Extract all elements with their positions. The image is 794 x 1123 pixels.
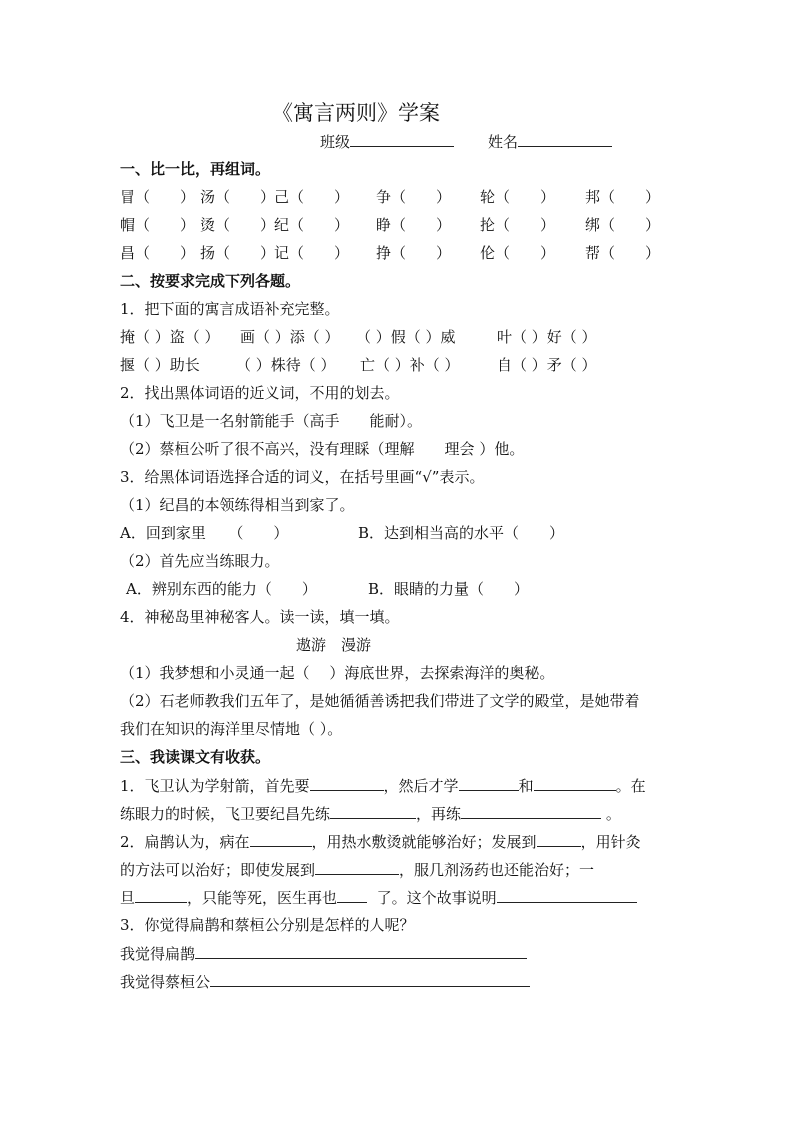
page-title: 《寓言两则》学案 [272,101,440,125]
answer-label: 我觉得蔡桓公 [120,973,211,991]
answer-label: 我觉得扁鹊 [120,945,196,963]
option-a[interactable]: A．回到家里 （ ） [120,524,289,542]
answer-line-bianque[interactable] [120,943,527,964]
word-cell[interactable]: 挣（ ） [376,244,452,262]
name-label: 姓名 [488,133,519,151]
word-cell[interactable]: 帽（ ） [120,216,196,234]
text-run: 练眼力的时候，飞卫要纪昌先练 [120,805,331,823]
word-cell[interactable]: 轮（ ） [480,188,556,206]
question-3-1-cont [120,803,621,824]
question-2-4-b-cont[interactable]: 我们在知识的海洋里尽情地（ ）。 [120,720,343,738]
answer-blank[interactable] [210,971,530,987]
question-3-2-cont2 [120,887,637,908]
answer-blank[interactable] [337,887,367,903]
class-field[interactable] [320,131,454,152]
option-b[interactable]: B．达到相当高的水平（ ） [358,524,565,542]
word-cell[interactable]: 烫（ ） [200,216,276,234]
idiom-cell[interactable]: （ ）假（ ）威 [356,328,456,346]
answer-blank[interactable] [461,803,601,819]
section-3-heading: 三、我读课文有收获。 [120,748,271,766]
answer-blank[interactable] [250,831,312,847]
section-1-heading: 一、比一比，再组词。 [120,160,271,178]
section-2-heading: 二、按要求完成下列各题。 [120,272,301,290]
word-cell[interactable]: 争（ ） [376,188,452,206]
text-run: ，用热水敷烫就能够治好；发展到 [311,833,537,851]
word-choices: 遨游 漫游 [296,636,372,654]
answer-blank[interactable] [195,943,527,959]
word-cell[interactable]: 睁（ ） [376,216,452,234]
idiom-cell[interactable]: 叶（ ）好（ ） [497,328,597,346]
word-cell[interactable]: 汤（ ） [200,188,276,206]
name-blank[interactable] [518,131,612,147]
text-run: ，然后才学 [383,777,459,795]
text-run: ，用针灸 [580,833,641,851]
question-2-3: 3．给黑体词语选择合适的词义，在括号里画“√”表示。 [120,468,485,486]
question-2-4: 4．神秘岛里神秘客人。读一读，填一填。 [120,608,400,626]
question-3-2-cont [120,859,594,880]
answer-line-caihuangong[interactable] [120,971,530,992]
question-3-2 [120,831,641,852]
word-cell[interactable]: 扬（ ） [200,244,276,262]
word-cell[interactable]: 伦（ ） [480,244,556,262]
class-blank[interactable] [350,131,454,147]
text-run: 。在 [615,777,646,795]
question-2-4-a[interactable]: （1）我梦想和小灵通一起（ ）海底世界，去探索海洋的奥秘。 [120,664,555,682]
word-cell[interactable]: 绑（ ） [585,216,661,234]
idiom-cell[interactable]: （ ）株待（ ） [236,356,336,374]
text-run: 2．扁鹊认为，病在 [120,833,250,851]
question-2-1: 1．把下面的寓言成语补充完整。 [120,300,340,318]
text-run: ，再练 [416,805,462,823]
question-2-3-b: （2）首先应当练眼力。 [120,552,280,570]
name-field[interactable] [488,131,612,152]
idiom-cell[interactable]: 画（ ）添（ ） [240,328,340,346]
question-2-2: 2．找出黑体词语的近义词，不用的划去。 [120,384,400,402]
answer-blank[interactable] [537,831,581,847]
text-run: 旦 [120,889,136,907]
text-run: ，服几剂汤药也还能治好；一 [399,861,595,879]
word-cell[interactable]: 记（ ） [274,244,350,262]
answer-blank[interactable] [459,775,519,791]
idiom-cell[interactable]: 自（ ）矛（ ） [497,356,597,374]
answer-blank[interactable] [497,887,637,903]
answer-blank[interactable] [315,859,399,875]
word-cell[interactable]: 抡（ ） [480,216,556,234]
question-3-1 [120,775,646,796]
word-cell[interactable]: 邦（ ） [585,188,661,206]
word-cell[interactable]: 昌（ ） [120,244,196,262]
question-3-3: 3．你觉得扁鹊和蔡桓公分别是怎样的人呢？ [120,916,415,934]
text-run: 。 [605,805,621,823]
answer-blank[interactable] [135,887,187,903]
word-cell[interactable]: 帮（ ） [585,244,661,262]
option-a[interactable]: A．辨别东西的能力（ ） [126,580,317,598]
answer-blank[interactable] [534,775,616,791]
class-label: 班级 [320,133,351,151]
idiom-cell[interactable]: 掩（ ）盗（ ） [120,328,220,346]
text-run: 1．飞卫认为学射箭，首先要 [120,777,310,795]
text-run: ，只能等死，医生再也 [187,889,338,907]
answer-blank[interactable] [330,803,416,819]
text-run: 了。这个故事说明 [376,889,497,907]
question-2-2-a[interactable]: （1）飞卫是一名射箭能手（高手 能耐）。 [120,412,423,430]
word-cell[interactable]: 己（ ） [274,188,350,206]
question-2-3-a: （1）纪昌的本领练得相当到家了。 [120,496,355,514]
answer-blank[interactable] [310,775,384,791]
idiom-cell[interactable]: 揠（ ）助长 [120,356,200,374]
option-b[interactable]: B．眼睛的力量（ ） [368,580,530,598]
idiom-cell[interactable]: 亡（ ）补（ ） [360,356,460,374]
text-run: 和 [518,777,534,795]
question-2-4-b: （2）石老师教我们五年了，是她循循善诱把我们带进了文学的殿堂，是她带着 [120,692,640,710]
text-run: 的方法可以治好；即使发展到 [120,861,316,879]
word-cell[interactable]: 冒（ ） [120,188,196,206]
question-2-2-b[interactable]: （2）蔡桓公听了很不高兴，没有理睬（理解 理会 ）他。 [120,440,525,458]
word-cell[interactable]: 纪（ ） [274,216,350,234]
